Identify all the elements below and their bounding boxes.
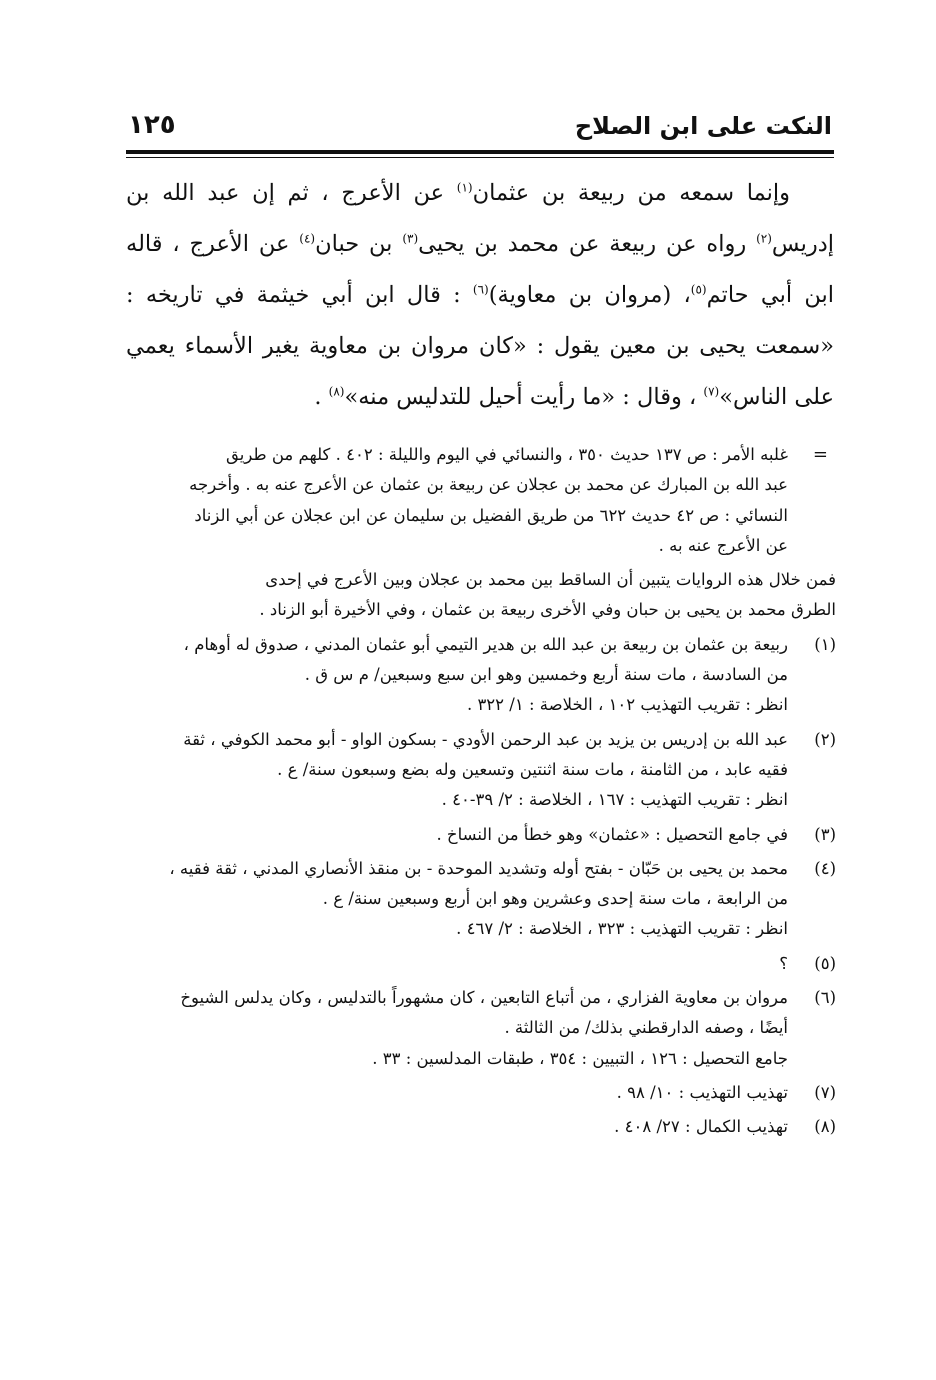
- footnote-continuation-para: [126, 565, 836, 626]
- footnote-line: تهذيب التهذيب : ١٠/ ٩٨ .: [616, 1082, 788, 1102]
- footnotes-section: [126, 440, 836, 1143]
- text-run: ، وقال : «ما رأيت أحيل للتدليس منه»: [344, 384, 704, 410]
- footnote-line: ؟: [779, 953, 788, 973]
- header-rule-thin: [126, 157, 834, 158]
- footnote-line: تهذيب الكمال : ٢٧/ ٤٠٨ .: [614, 1117, 788, 1137]
- footnote-line: انظر : تقريب التهذيب ١٠٢ ، الخلاصة : ١/ ٣٢٢ .: [466, 695, 788, 715]
- footnote-line: انظر : تقريب التهذيب : ٣٢٣ ، الخلاصة : ٢/ ٤٦٧ .: [456, 919, 788, 939]
- footnote-line: من الرابعة ، مات سنة إحدى وعشرين وهو ابن أربع وسبعين سنة/ ع .: [322, 889, 788, 909]
- footnote-line: النسائي : ص ٤٢ حديث ٦٢٢ من طريق الفضيل بن سليمان عن ابن عجلان عن أبي الزناد: [194, 505, 788, 525]
- main-paragraph: [126, 168, 834, 423]
- footnote-6: [126, 983, 836, 1074]
- footnote-line: عن الأعرج عنه به .: [658, 535, 788, 555]
- header-rule-thick: [126, 150, 834, 154]
- footnote-line: مروان بن معاوية الفزاري ، من أتباع التابعين ، كان مشهوراً بالتدليس ، وكان يدلس الشيوخ: [180, 988, 788, 1008]
- footnote-marker: (٧): [814, 1082, 836, 1102]
- text-run: : قال ابن أبي خيثمة في تاريخه : «سمعت يحيى بن معين يقول : «كان مروان بن معاوية يغير الأسماء يعمي على الناس»: [126, 282, 834, 410]
- main-text: [126, 168, 834, 423]
- footnote-line: انظر : تقريب التهذيب : ١٦٧ ، الخلاصة : ٢/ ٣٩-٤٠ .: [441, 790, 788, 810]
- footnote-line: أيضًا ، وصفه الدارقطني بذلك/ من الثالثة .: [504, 1018, 788, 1038]
- footnote-2: [126, 725, 836, 816]
- footnote-marker: (٣): [814, 824, 836, 844]
- page-header: [128, 104, 832, 144]
- footnote-line: من السادسة ، مات سنة أربع وخمسين وهو ابن سبع وسبعين/ م س ق .: [304, 665, 788, 685]
- footnote-ref: (١): [456, 180, 473, 195]
- footnote-line: الطرق محمد بن يحيى بن حبان وفي الأخرى ربيعة بن عثمان ، وفي الأخيرة أبو الزناد .: [259, 600, 836, 620]
- footnote-ref: (٨): [328, 384, 345, 399]
- page-number: ١٢٥: [128, 110, 176, 140]
- footnote-marker: (٥): [814, 953, 836, 973]
- footnote-ref: (٣): [402, 231, 419, 246]
- footnote-line: في جامع التحصيل : «عثمان» وهو خطأ من النساخ .: [436, 824, 788, 844]
- footnote-5: [126, 949, 836, 979]
- footnote-line: جامع التحصيل : ١٢٦ ، التبيين : ٣٥٤ ، طبقات المدلسين : ٣٣ .: [372, 1048, 788, 1068]
- footnote-line: عبد الله بن المبارك عن محمد بن عجلان عن ربيعة بن عثمان عن الأعرج عنه به . وأخرجه: [189, 475, 788, 495]
- text-run: ، (مروان بن معاوية): [488, 282, 691, 308]
- text-run: بن حبان: [315, 231, 403, 257]
- text-run: عن الأعرج ، قاله ابن أبي حاتم: [126, 231, 834, 308]
- footnote-3: [126, 820, 836, 850]
- footnote-ref: (٥): [690, 282, 707, 297]
- footnote-line: ربيعة بن عثمان بن ربيعة بن عبد الله بن هدير التيمي أبو عثمان المدني ، صدوق له أوهام ،: [183, 634, 788, 654]
- footnote-7: [126, 1078, 836, 1108]
- footnote-marker: (٢): [814, 729, 836, 749]
- footnote-line: غلبه الأمر : ص ١٣٧ حديث ٣٥٠ ، والنسائي في اليوم والليلة : ٤٠٢ . كلهم من طريق: [226, 445, 788, 464]
- footnote-line: فقيه عابد ، من الثامنة ، مات سنة اثنتين وتسعين وله بضع وسبعون سنة/ ع .: [277, 759, 788, 779]
- footnote-ref: (٢): [756, 231, 772, 246]
- footnote-4: [126, 854, 836, 945]
- running-title: النكت على ابن الصلاح: [574, 112, 832, 140]
- footnote-line: فمن خلال هذه الروايات يتبين أن الساقط بين محمد بن عجلان وبين الأعرج في إحدى: [265, 570, 836, 590]
- continuation-marker: =: [812, 444, 828, 465]
- text-run: عن الأعرج ، ثم إن عبد الله بن إدريس: [126, 180, 834, 257]
- footnote-ref: (٧): [703, 384, 720, 399]
- text-run: .: [314, 384, 329, 410]
- text-run: رواه عن ربيعة عن محمد بن يحيى: [418, 231, 757, 257]
- footnote-8: [126, 1112, 836, 1142]
- footnote-marker: (١): [814, 634, 836, 654]
- footnote-marker: (٨): [814, 1117, 836, 1137]
- footnote-marker: (٤): [814, 858, 836, 878]
- footnote-1: [126, 630, 836, 721]
- footnote-line: عبد الله بن إدريس بن يزيد بن عبد الرحمن الأودي - بسكون الواو - أبو محمد الكوفي ، ثقة: [183, 729, 788, 749]
- text-run: وإنما سمعه من ربيعة بن عثمان: [472, 180, 790, 206]
- footnote-line: محمد بن يحيى بن حَبّان - بفتح أوله وتشديد الموحدة - بن منقذ الأنصاري المدني ، ثقة فقيه ،: [169, 858, 788, 878]
- footnote-marker: (٦): [814, 988, 836, 1008]
- footnote-ref: (٦): [472, 282, 489, 297]
- footnote-continuation: [126, 440, 836, 561]
- footnote-ref: (٤): [299, 231, 316, 246]
